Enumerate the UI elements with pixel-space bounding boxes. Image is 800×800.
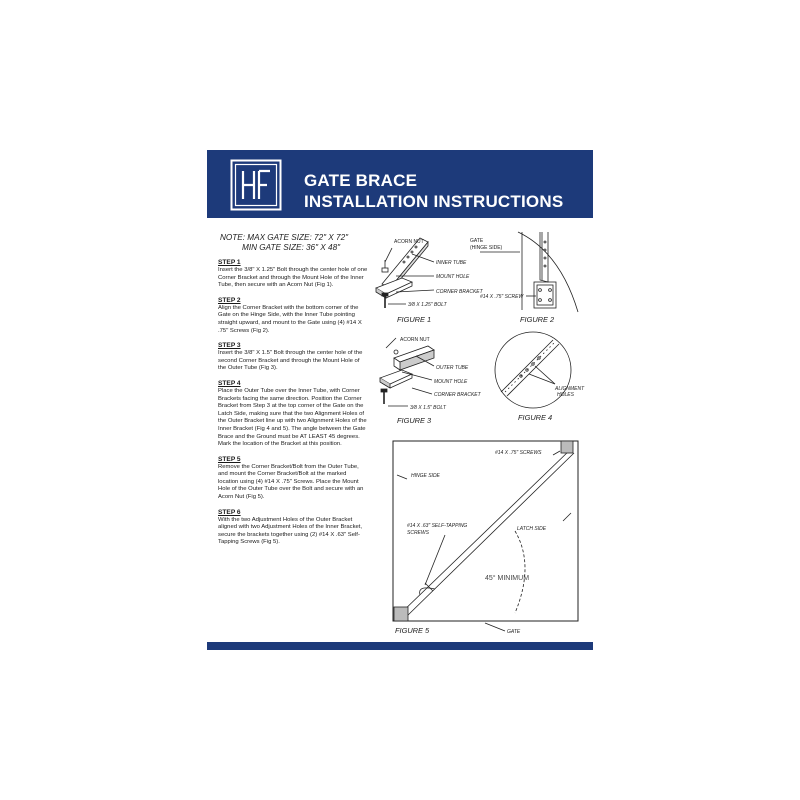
step-text: Align the Corner Bracket with the bottom corner of the Gate on the Hinge Side, with the Inner Tube pointing straight upward, and mount to the Gate using (4) #14 X .75" Screws (Fig 2). <box>218 304 362 334</box>
figure-1-caption: FIGURE 1 <box>397 315 432 324</box>
step-text: Remove the Corner Bracket/Bolt from the Outer Tube, and mount the Corner Bracket/Bolt at the marked location using (4) #14 X .75" Screws. Place the Mount Hole of the Outer Tube over the Bolt and secure with an Acorn Nut (Fig 5). <box>218 463 364 501</box>
fig5-latch-side-label: LATCH SIDE <box>517 526 547 532</box>
step-3 <box>218 342 368 373</box>
step-title: STEP 3 <box>218 342 241 350</box>
step-title: STEP 5 <box>218 455 241 463</box>
figure-5-drawing <box>385 435 585 640</box>
step-text: Insert the 3/8" X 1.25" Bolt through the center hole of one Corner Bracket and through the Mount Hole of the Inner Tube, then secure with an Acorn Nut (Fig 1). <box>218 267 368 289</box>
title-line-1: GATE BRACE <box>304 171 418 190</box>
figure-2-drawing <box>470 230 582 314</box>
fig1-inner-tube-label: INNER TUBE <box>436 260 467 266</box>
figure-2-caption: FIGURE 2 <box>520 315 555 324</box>
note-max-size: NOTE: MAX GATE SIZE: 72" X 72" <box>220 233 349 242</box>
fig5-screws-label: #14 X .75" SCREWS <box>495 450 542 456</box>
figure-3-drawing <box>372 332 484 412</box>
step-title: STEP 4 <box>218 379 241 387</box>
fig1-bolt-label: 3/8 X 1.25" BOLT <box>408 302 447 308</box>
fig5-screws-label-2: SCREWS <box>407 530 429 536</box>
fig2-screw-label: #14 X .75" SCREW <box>480 294 524 300</box>
fig2-gate-label: GATE <box>470 238 484 244</box>
steps-list <box>218 259 368 554</box>
step-title: STEP 6 <box>218 508 241 516</box>
step-text: With the two Adjustment Holes of the Outer Bracket aligned with two Adjustment Holes of the Inner Bracket, secure the brackets together using (2) #14 X .63" Self-Tapping Screws (Fig 5). <box>218 516 363 546</box>
figure-5-caption: FIGURE 5 <box>395 626 430 635</box>
step-title: STEP 1 <box>218 259 241 266</box>
fig3-corner-bracket-label: CORNER BRACKET <box>434 392 481 398</box>
step-6 <box>218 509 368 547</box>
note-min-size: MIN GATE SIZE: 36" X 48" <box>242 243 341 252</box>
fig3-mount-hole-label: MOUNT HOLE <box>434 379 468 385</box>
fig5-hinge-side-label: HINGE SIDE <box>411 473 440 479</box>
step-5 <box>218 456 368 502</box>
fig1-corner-bracket-label: CORNER BRACKET <box>436 289 483 295</box>
footer-bar <box>207 642 593 650</box>
fig5-gate-label: GATE <box>507 629 521 635</box>
fig5-angle-label: 45° MINIMUM <box>485 575 530 582</box>
step-4 <box>218 380 368 449</box>
step-text: Insert the 3/8" X 1.5" Bolt through the center hole of the second Corner Bracket and through the Mount Hole of the Outer Tube (Fig 3). <box>218 350 363 372</box>
fig3-bolt-label: 3/8 X 1.5" BOLT <box>410 405 446 411</box>
figure-1-drawing <box>372 232 484 314</box>
fig1-mount-hole-label: MOUNT HOLE <box>436 274 470 280</box>
fig3-outer-tube-label: OUTER TUBE <box>436 365 469 371</box>
title-line-2: INSTALLATION INSTRUCTIONS <box>304 192 564 211</box>
figure-3-caption: FIGURE 3 <box>397 416 432 425</box>
page-title <box>304 170 563 212</box>
fig4-holes-label: HOLES <box>557 392 574 398</box>
fig2-hinge-side-label: (HINGE SIDE) <box>470 245 503 251</box>
fig3-acorn-nut-label: ACORN NUT <box>400 337 430 343</box>
step-title: STEP 2 <box>218 296 241 304</box>
gate-size-note <box>220 233 348 253</box>
step-text: Place the Outer Tube over the Inner Tube, with Corner Brackets facing the same direction. Position the Corner Bracket from Step 3 at the top corner of the Gate on the Latch Side, making sure that the two Alignment Holes of the Outer Bracket line up with two Alignment Holes of the Inner Bracket (Fig 4 and 5). The angle between the Gate Brace and the Ground must be AT LEAST 45 degrees. Mark the location of the Bracket at this position. <box>218 387 367 448</box>
step-1 <box>218 259 368 290</box>
hf-logo <box>230 159 282 211</box>
step-2 <box>218 297 368 335</box>
fig4-alignment-label: ALIGNMENT <box>555 386 585 392</box>
figure-4-caption: FIGURE 4 <box>518 413 553 422</box>
fig1-acorn-nut-label: ACORN NUT <box>394 239 424 245</box>
figure-4-drawing <box>487 330 585 410</box>
fig5-self-tapping-label: #14 X .63" SELF-TAPPING <box>407 523 468 529</box>
